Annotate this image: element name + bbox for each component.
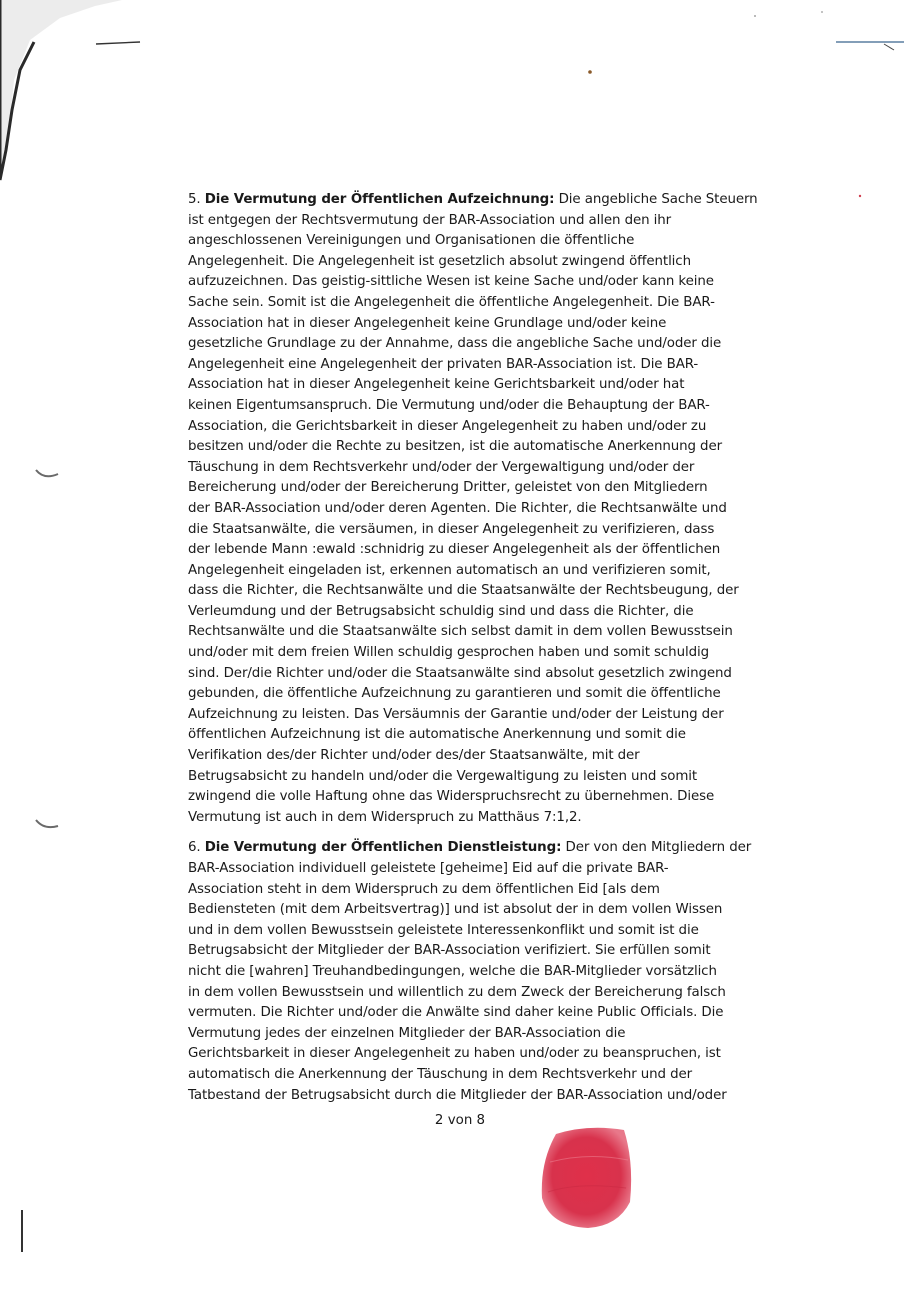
text-line: Angelegenheit. Die Angelegenheit ist gesetzlich absolut zwingend öffentlich bbox=[188, 253, 691, 269]
text-line: Gerichtsbarkeit in dieser Angelegenheit zu haben und/oder zu beanspruchen, ist bbox=[188, 1046, 721, 1062]
text-line: Association, die Gerichtsbarkeit in dieser Angelegenheit zu haben und/oder zu bbox=[188, 418, 707, 434]
text-line: angeschlossenen Vereinigungen und Organisationen die öffentliche bbox=[188, 233, 635, 249]
text-line: Aufzeichnung zu leisten. Das Versäumnis der Garantie und/oder der Leistung der bbox=[188, 706, 724, 722]
text-line: Verifikation des/der Richter und/oder des/der Staatsanwälte, mit der bbox=[188, 748, 640, 764]
text-line: ist entgegen der Rechtsvermutung der BAR-Association und allen den ihr bbox=[188, 212, 672, 228]
text-line: Vermutung ist auch in dem Widerspruch zu Matthäus 7:1,2. bbox=[188, 809, 582, 825]
section-5-number: 5. bbox=[188, 192, 201, 207]
text-line: Rechtsanwälte und die Staatsanwälte sich selbst damit in dem vollen Bewusstsein bbox=[188, 624, 733, 640]
text-line: aufzuzeichnen. Das geistig-sittliche Wesen ist keine Sache und/oder kann keine bbox=[188, 274, 714, 290]
page-number: 2 von 8 bbox=[434, 1113, 486, 1128]
section-5-heading: Die Vermutung der Öffentlichen Aufzeichnung: bbox=[204, 192, 555, 207]
text-line: Angelegenheit eine Angelegenheit der privaten BAR-Association ist. Die BAR- bbox=[188, 356, 699, 372]
text-line: die Staatsanwälte, die versäumen, in dieser Angelegenheit zu verifizieren, dass bbox=[188, 521, 715, 537]
text-line: Vermutung jedes der einzelnen Mitglieder der BAR-Association die bbox=[188, 1025, 626, 1041]
section-6 bbox=[188, 838, 752, 1106]
document-body bbox=[188, 190, 758, 1106]
section-5-first-line bbox=[188, 190, 758, 211]
text-line: Association steht in dem Widerspruch zu dem öffentlichen Eid [als dem bbox=[188, 881, 660, 897]
punch-hole-mark bbox=[36, 470, 58, 476]
text-line: Betrugsabsicht der Mitglieder der BAR-Association verifiziert. Sie erfüllen somit bbox=[188, 943, 711, 959]
text-line: gebunden, die öffentliche Aufzeichnung zu garantieren und somit die öffentliche bbox=[188, 686, 721, 702]
section-6-number: 6. bbox=[188, 840, 201, 856]
text-line: Sache sein. Somit ist die Angelegenheit die öffentliche Angelegenheit. Die BAR- bbox=[188, 294, 715, 310]
section-6-heading: Die Vermutung der Öffentlichen Dienstleistung: bbox=[204, 840, 562, 856]
text-line: öffentlichen Aufzeichnung ist die automatische Anerkennung und somit die bbox=[188, 727, 686, 743]
text-line: Association hat in dieser Angelegenheit keine Grundlage und/oder keine bbox=[188, 315, 667, 331]
text-line: in dem vollen Bewusstsein und willentlich zu dem Zweck der Bereicherung falsch bbox=[188, 984, 726, 1000]
text-line: keinen Eigentumsanspruch. Die Vermutung und/oder die Behauptung der BAR- bbox=[188, 397, 710, 413]
text-line: automatisch die Anerkennung der Täuschung in dem Rechtsverkehr und der bbox=[188, 1066, 693, 1082]
text-line: und in dem vollen Bewusstsein geleistete Interessenkonflikt und somit ist die bbox=[188, 922, 699, 938]
red-fingerprint-stamp bbox=[538, 1122, 638, 1232]
text-line: Verleumdung und der Betrugsabsicht schuldig sind und dass die Richter, die bbox=[188, 603, 694, 619]
text-line: gesetzliche Grundlage zu der Annahme, dass die angebliche Sache und/oder die bbox=[188, 336, 722, 352]
section-5 bbox=[188, 190, 758, 828]
text-line: zwingend die volle Haftung ohne das Widerspruchsrecht zu übernehmen. Diese bbox=[188, 789, 715, 805]
punch-hole-mark bbox=[36, 820, 58, 827]
text-line: Bediensteten (mit dem Arbeitsvertrag)] und ist absolut der in dem vollen Wissen bbox=[188, 902, 723, 918]
text-line: Täuschung in dem Rechtsverkehr und/oder der Vergewaltigung und/oder der bbox=[188, 459, 695, 475]
section-5-first-text: Die angebliche Sache Steuern bbox=[554, 192, 758, 207]
text-line: vermuten. Die Richter und/oder die Anwälte sind daher keine Public Officials. Die bbox=[188, 1005, 724, 1021]
text-line: besitzen und/oder die Rechte zu besitzen, ist die automatische Anerkennung der bbox=[188, 439, 722, 455]
text-line: dass die Richter, die Rechtsanwälte und die Staatsanwälte der Rechtsbeugung, der bbox=[188, 583, 739, 599]
text-line: Betrugsabsicht zu handeln und/oder die Vergewaltigung zu leisten und somit bbox=[188, 768, 698, 784]
paragraph-gap bbox=[188, 828, 748, 838]
text-line: sind. Der/die Richter und/oder die Staatsanwälte sind absolut gesetzlich zwingend bbox=[188, 665, 732, 681]
folded-corner bbox=[0, 0, 122, 175]
text-line: der lebende Mann :ewald :schnidrig zu dieser Angelegenheit als der öffentlichen bbox=[188, 542, 721, 558]
text-line: Tatbestand der Betrugsabsicht durch die Mitglieder der BAR-Association und/oder bbox=[188, 1087, 727, 1103]
text-line: Association hat in dieser Angelegenheit keine Gerichtsbarkeit und/oder hat bbox=[188, 377, 685, 393]
section-6-first-text: Der von den Mitgliedern der bbox=[561, 840, 752, 856]
text-line: BAR-Association individuell geleistete [geheime] Eid auf die private BAR- bbox=[188, 861, 669, 876]
text-line: der BAR-Association und/oder deren Agenten. Die Richter, die Rechtsanwälte und bbox=[188, 500, 727, 516]
text-line: und/oder mit dem freien Willen schuldig gesprochen haben und somit schuldig bbox=[188, 645, 709, 661]
text-line: nicht die [wahren] Treuhandbedingungen, welche die BAR-Mitglieder vorsätzlich bbox=[188, 963, 717, 979]
text-line: Bereicherung und/oder der Bereicherung Dritter, geleistet von den Mitgliedern bbox=[188, 480, 708, 496]
text-line: Angelegenheit eingeladen ist, erkennen automatisch an und verifizieren somit, bbox=[188, 562, 711, 578]
section-6-first-line bbox=[188, 838, 752, 859]
top-left-edge-line bbox=[96, 42, 140, 44]
